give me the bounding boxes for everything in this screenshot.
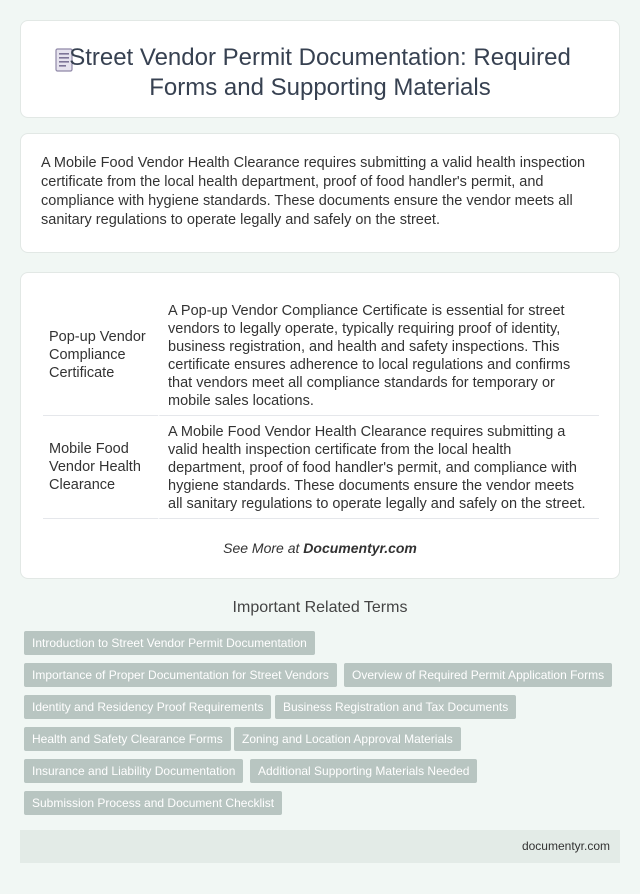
term-cell: Pop-up Vendor Compliance Certificate <box>43 295 158 416</box>
related-tag[interactable]: Additional Supporting Materials Needed <box>250 759 477 783</box>
intro-card <box>20 133 620 253</box>
related-tag[interactable]: Introduction to Street Vendor Permit Documentation <box>24 631 315 655</box>
page-title <box>21 43 619 103</box>
see-more-site[interactable]: Documentyr.com <box>303 540 417 556</box>
related-tag[interactable]: Health and Safety Clearance Forms <box>24 727 231 751</box>
related-tag[interactable]: Zoning and Location Approval Materials <box>234 727 461 751</box>
table-row <box>43 295 599 416</box>
related-tag[interactable]: Identity and Residency Proof Requirements <box>24 695 271 719</box>
terms-table <box>43 295 599 519</box>
see-more-link[interactable] <box>21 540 619 556</box>
related-tag[interactable]: Importance of Proper Documentation for Street Vendors <box>24 663 337 687</box>
related-tag[interactable]: Overview of Required Permit Application Forms <box>344 663 612 687</box>
definition-cell: A Pop-up Vendor Compliance Certificate is essential for street vendors to legally operate, typically requiring proof of identity, business registration, and health and safety inspections. This certificate ensures adherence to local regulations and confirms that vendors meet all compliance standards for temporary or mobile sales locations. <box>158 295 599 416</box>
intro-paragraph: A Mobile Food Vendor Health Clearance requires submitting a valid health inspection certificate from the local health department, proof of food handler's permit, and compliance with hygiene standards. These documents ensure the vendor meets all sanitary regulations to operate legally and safely on the street. <box>41 155 586 228</box>
see-more-prefix: See More at <box>223 540 304 556</box>
terms-card <box>20 272 620 579</box>
page-title-line2: Forms and Supporting Materials <box>149 74 491 101</box>
definition-cell: A Mobile Food Vendor Health Clearance requires submitting a valid health inspection certificate from the local health department, proof of food handler's permit, and compliance with hygiene standards. These documents ensure the vendor meets all sanitary regulations to operate legally and safely on the street. <box>158 416 599 519</box>
page-title-line1: Street Vendor Permit Documentation: Required <box>69 44 571 71</box>
footer-site-link[interactable]: documentyr.com <box>521 839 610 853</box>
table-row <box>43 416 599 519</box>
title-card <box>20 20 620 118</box>
term-cell: Mobile Food Vendor Health Clearance <box>43 416 158 519</box>
related-tag[interactable]: Insurance and Liability Documentation <box>24 759 243 783</box>
related-tag[interactable]: Business Registration and Tax Documents <box>275 695 516 719</box>
footer-bar <box>20 830 620 863</box>
related-tag[interactable]: Submission Process and Document Checklist <box>24 791 282 815</box>
related-terms-title: Important Related Terms <box>232 599 408 616</box>
